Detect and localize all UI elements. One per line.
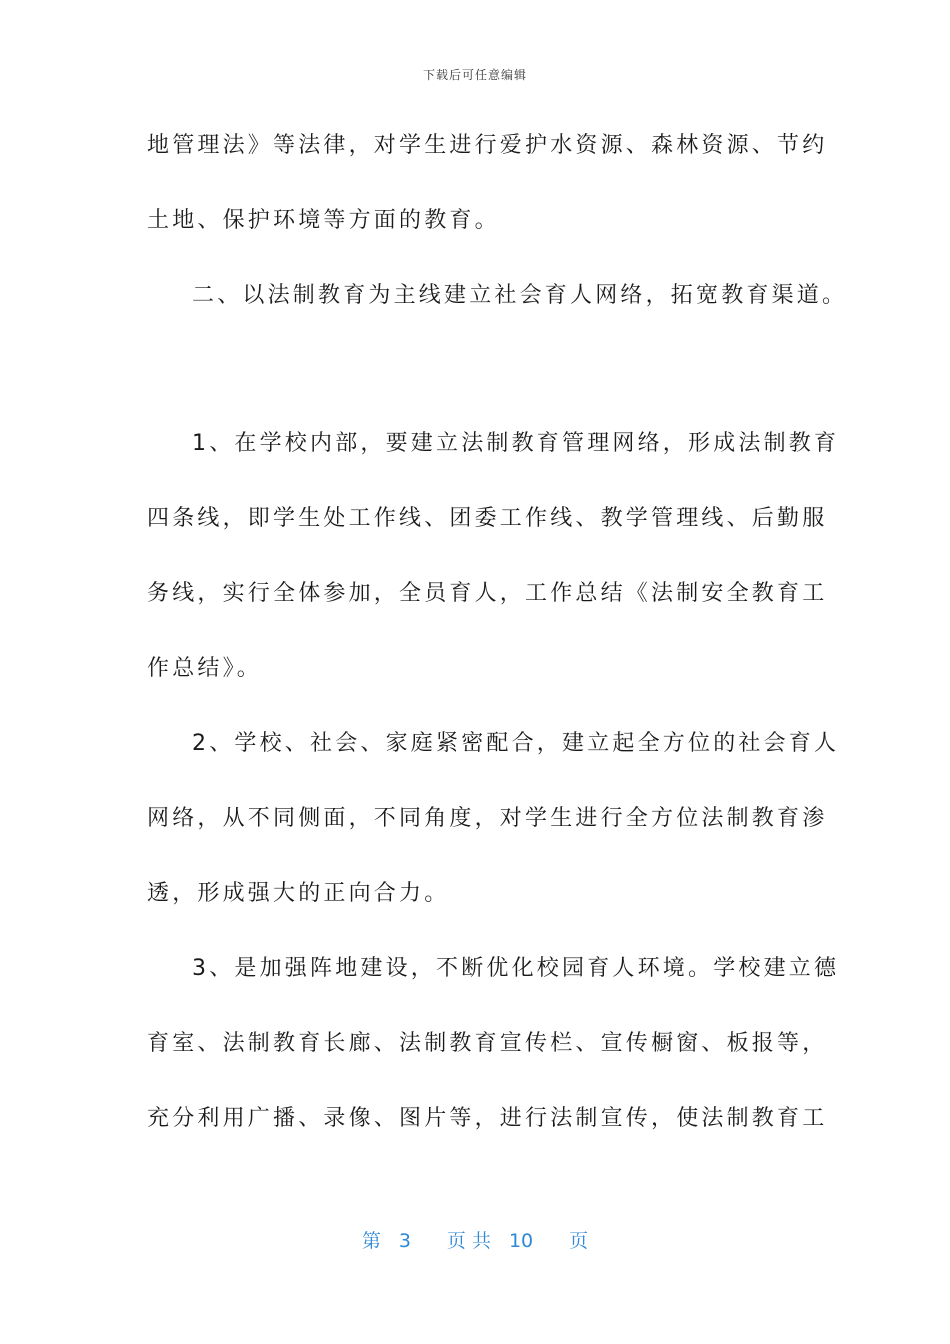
section-heading: 二、以法制教育为主线建立社会育人网络，拓宽教育渠道。 xyxy=(192,283,848,308)
body-line: 1、在学校内部，要建立法制教育管理网络，形成法制教育 xyxy=(192,431,840,456)
body-line: 务线，实行全体参加，全员育人，工作总结《法制安全教育工 xyxy=(147,581,828,606)
body-line: 3、是加强阵地建设，不断优化校园育人环境。学校建立德 xyxy=(192,956,840,981)
current-page-number: 3 xyxy=(398,1230,411,1252)
body-line: 地管理法》等法律，对学生进行爱护水资源、森林资源、节约 xyxy=(147,133,828,158)
page-middle-text: 页 共 xyxy=(446,1230,491,1252)
page-prefix: 第 xyxy=(361,1230,381,1252)
body-line: 四条线，即学生处工作线、团委工作线、教学管理线、后勤服 xyxy=(147,506,828,531)
body-line: 透，形成强大的正向合力。 xyxy=(147,881,450,906)
body-line: 网络，从不同侧面，不同角度，对学生进行全方位法制教育渗 xyxy=(147,806,828,831)
page-number-footer xyxy=(0,1226,950,1253)
page-suffix: 页 xyxy=(569,1230,589,1252)
body-line: 2、学校、社会、家庭紧密配合，建立起全方位的社会育人 xyxy=(192,731,840,756)
body-line: 充分利用广播、录像、图片等，进行法制宣传，使法制教育工 xyxy=(147,1106,828,1131)
total-pages-number: 10 xyxy=(508,1230,534,1252)
body-line: 土地、保护环境等方面的教育。 xyxy=(147,208,500,233)
body-line: 作总结》。 xyxy=(147,656,263,681)
header-note: 下载后可任意编辑 xyxy=(422,68,527,82)
body-line: 育室、法制教育长廊、法制教育宣传栏、宣传橱窗、板报等， xyxy=(147,1031,828,1056)
